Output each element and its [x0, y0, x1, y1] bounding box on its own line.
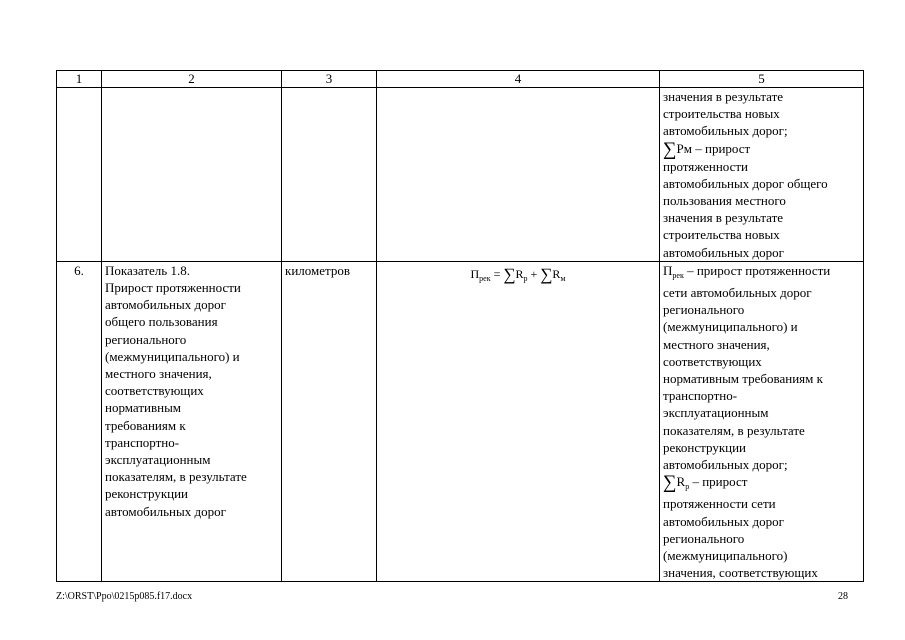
text-line: строительства новых: [663, 106, 780, 122]
sum-line: [663, 473, 860, 495]
text-line: автомобильных дорог общего: [663, 175, 828, 191]
text-line: регионального: [105, 331, 187, 347]
text-line: нормативным: [105, 400, 182, 416]
sum-line: [663, 140, 860, 158]
cell-empty-3: [282, 88, 377, 262]
sum-text: – прирост: [689, 474, 748, 490]
footer-page-number: 28: [838, 591, 848, 602]
var-text: – прирост протяженности: [683, 262, 831, 278]
text-line: (межмуниципального): [663, 548, 788, 564]
text-line: общего пользования: [105, 314, 218, 330]
formula-r2: R: [552, 266, 561, 281]
table-row-continuation: [57, 88, 864, 262]
text-line: [663, 262, 860, 284]
text-line: значения в результате: [663, 89, 784, 104]
text-line: нормативным требованиям к: [663, 371, 823, 387]
text-line: протяженности сети: [663, 496, 776, 512]
col-header-3: 3: [282, 71, 377, 88]
text-line: автомобильных дорог: [663, 244, 784, 260]
formula-eq: =: [490, 266, 504, 281]
formula-r1: R: [515, 266, 524, 281]
text-line: (межмуниципального) и: [105, 348, 240, 364]
formula-lhs: П: [470, 266, 480, 281]
text-line: эксплуатационным: [663, 405, 769, 421]
formula-plus: +: [527, 266, 541, 281]
var-sub: рек: [672, 270, 684, 280]
text-line: показателям, в результате: [663, 422, 805, 438]
cont-description-cell: [660, 88, 864, 262]
sum-symbol: ∑: [540, 264, 553, 284]
text-line: эксплуатационным: [105, 452, 211, 468]
text-line: показателям, в результате: [105, 469, 247, 485]
sum-symbol: ∑: [503, 264, 516, 284]
description-cell: [660, 261, 864, 582]
formula: [470, 264, 566, 284]
text-line: сети автомобильных дорог: [663, 285, 812, 301]
text-line: Прирост протяженности: [105, 280, 241, 296]
text-line: транспортно-: [105, 434, 180, 450]
sum-text: – прирост: [692, 140, 751, 156]
text-line: автомобильных дорог: [663, 513, 784, 529]
var-name: П: [663, 262, 673, 278]
sum-symbol: ∑: [663, 138, 677, 160]
text-line: строительства новых: [663, 227, 780, 243]
cell-empty-1: [57, 88, 102, 262]
text-line: автомобильных дорог;: [663, 123, 788, 139]
text-line: (межмуниципального) и: [663, 319, 798, 335]
sum-symbol: ∑: [663, 472, 677, 494]
formula-cell: [377, 261, 660, 582]
text-line: транспортно-: [663, 388, 738, 404]
col-header-1: 1: [57, 71, 102, 88]
cell-empty-2: [102, 88, 282, 262]
sum-variable-sub: р: [685, 482, 690, 492]
header-row: [57, 71, 864, 88]
text-line: автомобильных дорог;: [663, 457, 788, 473]
text-line: реконструкции: [663, 439, 747, 455]
text-line: реконструкции: [105, 486, 189, 502]
formula-r2-sub: м: [560, 273, 566, 283]
indicator-cell: [102, 261, 282, 582]
text-line: значения, соответствующих: [663, 565, 818, 581]
text-line: протяженности: [663, 158, 749, 174]
sum-variable: Рм: [676, 140, 693, 156]
text-line: регионального: [663, 530, 745, 546]
cell-empty-4: [377, 88, 660, 262]
text-line: автомобильных дорог: [105, 503, 226, 519]
col-header-5: 5: [660, 71, 864, 88]
table-row-6: [57, 261, 864, 582]
text-line: местного значения,: [663, 336, 770, 352]
data-table: [56, 70, 864, 582]
unit-cell: километров: [282, 261, 377, 582]
text-line: значения в результате: [663, 210, 784, 226]
text-line: Показатель 1.8.: [105, 262, 190, 278]
text-line: соответствующих: [105, 383, 204, 399]
col-header-4: 4: [377, 71, 660, 88]
text-line: регионального: [663, 302, 745, 318]
text-line: местного значения,: [105, 366, 212, 382]
sum-variable: R: [676, 474, 686, 490]
text-line: пользования местного: [663, 193, 786, 209]
formula-r1-sub: р: [523, 273, 528, 283]
footer-file-path: Z:\ORST\Ppo\0215p085.f17.docx: [56, 591, 193, 602]
col-header-2: 2: [102, 71, 282, 88]
text-line: требованиям к: [105, 417, 186, 433]
formula-lhs-sub: рек: [479, 273, 491, 283]
text-line: автомобильных дорог: [105, 297, 226, 313]
text-line: соответствующих: [663, 353, 762, 369]
row-number: 6.: [57, 261, 102, 582]
